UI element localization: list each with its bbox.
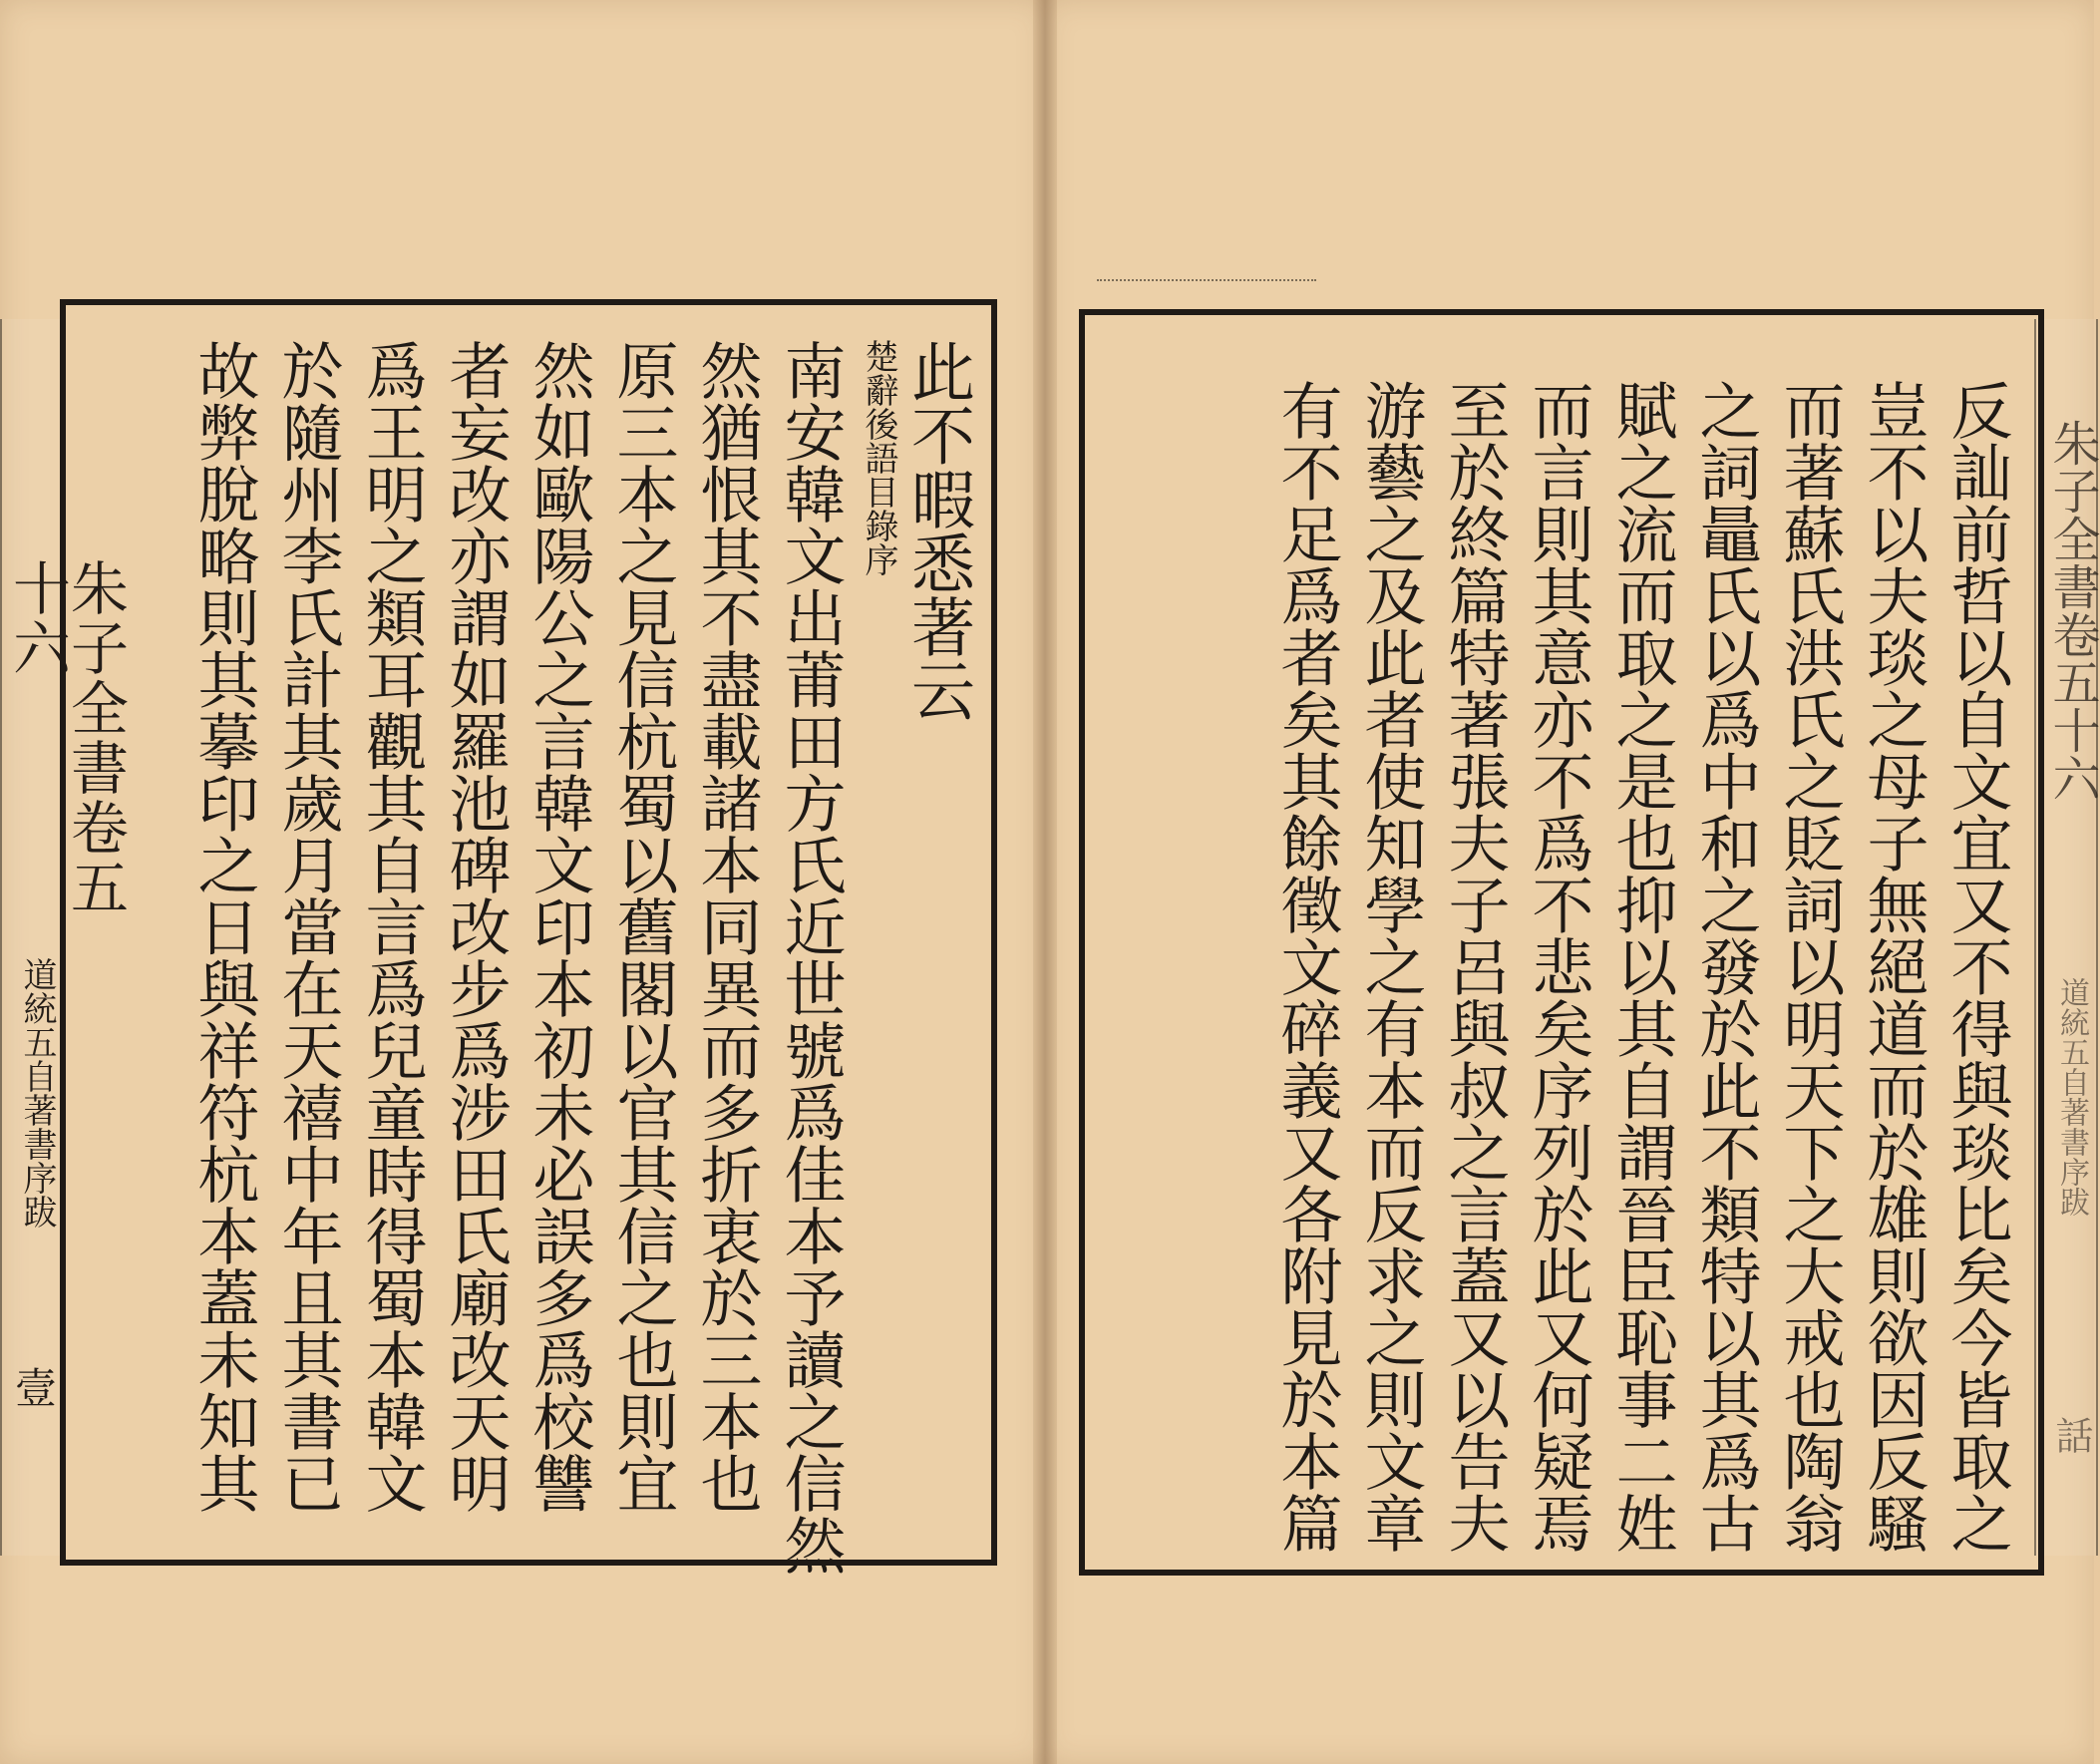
right-margin-subtitle: 道統五自著書序跋 <box>2054 977 2089 1217</box>
left-column-10: 故弊脫略則其摹印之日與祥符杭本蓋未知其 <box>187 339 260 1514</box>
left-margin-page-number: 壹 <box>9 1366 58 1408</box>
left-column-9: 於隨州李氏計其歲月當在天禧中年且其書已 <box>271 339 344 1514</box>
header-dotted-mark <box>1097 279 1316 297</box>
right-column-1: 反訕前哲以自文宜又不得與琰比矣今皆取之 <box>1940 379 2013 1554</box>
right-column-9: 有不足爲者矣其餘徵文碎義又各附見於本篇 <box>1270 379 1343 1554</box>
left-column-3: 南安韓文出莆田方氏近世號爲佳本予讀之信然 <box>774 339 847 1576</box>
right-column-5: 賦之流而取之是也抑以其自謂晉臣恥事二姓 <box>1605 379 1678 1554</box>
left-margin-subtitle: 道統五自著書序跋 <box>17 957 57 1229</box>
left-column-4: 然猶恨其不盡載諸本同異而多折衷於三本也 <box>690 339 763 1514</box>
right-margin-page-number: 話 <box>2049 1416 2093 1454</box>
right-column-4: 之詞鼂氏以爲中和之發於此不類特以其爲古 <box>1689 379 1762 1554</box>
right-column-7: 至於終篇特著張夫子呂與叔之言蓋又以告夫 <box>1438 379 1511 1554</box>
right-column-2: 豈不以夫琰之母子無絕道而於雄則欲因反騷 <box>1857 379 1929 1554</box>
right-margin-title: 朱子全書卷五十六 <box>2044 419 2100 802</box>
left-column-2: 楚辭後語目錄序 <box>859 339 898 576</box>
left-column-5: 原三本之見信杭蜀以舊閣以官其信之也則宜 <box>606 339 679 1514</box>
left-margin-title: 朱子全書卷五十六 <box>3 558 129 917</box>
book-gutter <box>1033 0 1057 1764</box>
right-column-8: 游藝之及此者使知學之有本而反求之則文章 <box>1354 379 1427 1554</box>
left-column-6: 然如歐陽公之言韓文印本初未必誤多爲校讐 <box>523 339 595 1514</box>
right-page-text-columns <box>1079 379 2044 1556</box>
left-column-1: 此不暇悉著云 <box>900 339 974 722</box>
right-column-6: 而言則其意亦不爲不悲矣序列於此又何疑焉 <box>1522 379 1594 1554</box>
left-page-text-columns <box>60 339 997 1576</box>
left-column-7: 者妄改亦謂如羅池碑改步爲涉田氏廟改天明 <box>439 339 512 1514</box>
left-column-8: 爲王明之類耳觀其自言爲兒童時得蜀本韓文 <box>355 339 428 1514</box>
right-column-3: 而著蘇氏洪氏之貶詞以明天下之大戒也陶翁 <box>1773 379 1846 1554</box>
